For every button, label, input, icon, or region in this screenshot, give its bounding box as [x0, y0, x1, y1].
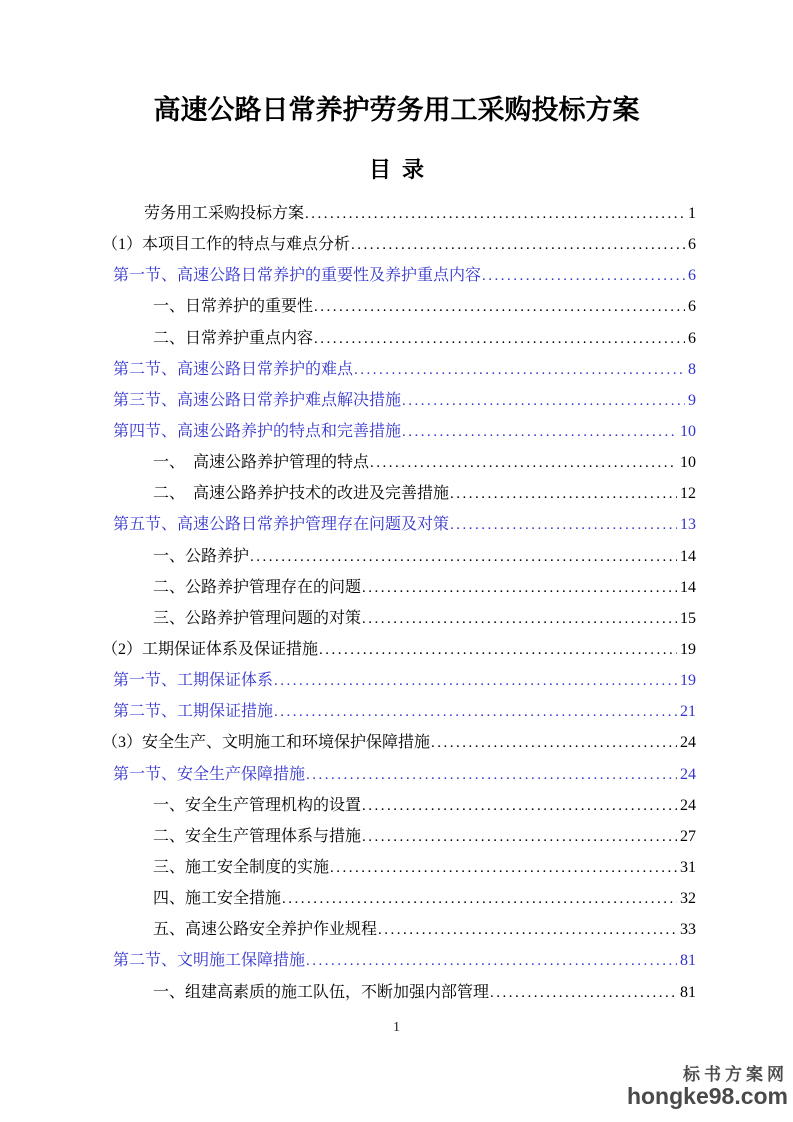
toc-entry[interactable]: [102, 945, 696, 976]
toc-entry[interactable]: [102, 541, 696, 572]
toc-entry-label: 第四节、高速公路养护的特点和完善措施: [113, 422, 402, 440]
toc-entry-label: 三、公路养护管理问题的对策: [153, 609, 362, 627]
toc-leader-dots: [362, 603, 677, 635]
toc-entry-label: 三、施工安全制度的实施: [153, 858, 330, 876]
toc-entry[interactable]: [102, 385, 696, 416]
footer-page-number: 1: [393, 1020, 400, 1035]
toc-leader-dots: [330, 852, 677, 884]
toc-entry-label: 第一节、安全生产保障措施: [113, 765, 306, 783]
toc-entry-label: 一、日常养护的重要性: [153, 298, 314, 316]
toc-entry[interactable]: [102, 696, 696, 727]
toc-leader-dots: [378, 914, 677, 946]
toc-entry[interactable]: [102, 291, 696, 322]
toc-page-number: 19: [680, 640, 696, 658]
toc-page-number: 24: [680, 765, 696, 783]
toc-page-number: 27: [680, 827, 696, 845]
toc-entry-label: 四、施工安全措施: [153, 890, 282, 908]
toc-page-number: 12: [680, 485, 696, 503]
toc-entry[interactable]: [102, 821, 696, 852]
toc-entry[interactable]: [102, 665, 696, 696]
toc-leader-dots: [450, 509, 677, 541]
toc-entry[interactable]: [102, 883, 696, 914]
toc-leader-dots: [314, 323, 685, 355]
toc-leader-dots: [362, 821, 677, 853]
toc-heading: 目 录: [368, 157, 424, 182]
toc-entry-label: （3）安全生产、文明施工和环境保护保障措施: [102, 734, 431, 752]
toc-entry-label: 第三节、高速公路日常养护难点解决措施: [113, 391, 402, 409]
toc-leader-dots: [319, 634, 677, 666]
toc-entry[interactable]: [102, 478, 696, 509]
toc-leader-dots: [282, 883, 677, 915]
watermark: [627, 1066, 788, 1108]
toc-entry[interactable]: [102, 634, 696, 665]
toc-leader-dots: [490, 977, 677, 1009]
toc-entry[interactable]: [102, 572, 696, 603]
toc-page-number: 31: [680, 858, 696, 876]
toc-leader-dots: [362, 572, 677, 604]
toc-page-number: 6: [688, 236, 696, 254]
toc-entry-label: 第一节、高速公路日常养护的重要性及养护重点内容: [113, 267, 482, 285]
toc-leader-dots: [306, 945, 677, 977]
toc-page-number: 81: [680, 983, 696, 1001]
toc-page-number: 6: [688, 329, 696, 347]
toc-leader-dots: [354, 354, 685, 386]
toc-entry-label: 二、公路养护管理存在的问题: [153, 578, 362, 596]
toc-leader-dots: [306, 759, 677, 791]
toc-entry-label: 二、 高速公路养护技术的改进及完善措施: [153, 485, 450, 503]
watermark-site-name: 标书方案网: [683, 1065, 788, 1084]
toc-leader-dots: [351, 229, 685, 261]
toc-entry-label: 五、高速公路安全养护作业规程: [153, 921, 378, 939]
toc-entry[interactable]: [102, 759, 696, 790]
toc-page-number: 33: [680, 921, 696, 939]
toc-entry[interactable]: [102, 852, 696, 883]
toc-page-number: 15: [680, 609, 696, 627]
toc-entry-label: 二、日常养护重点内容: [153, 329, 314, 347]
toc-page-number: 10: [680, 454, 696, 472]
toc-entry[interactable]: [102, 198, 696, 229]
toc-page-number: 81: [680, 952, 696, 970]
toc-page-number: 8: [688, 360, 696, 378]
toc-leader-dots: [482, 260, 685, 292]
toc-entry[interactable]: [102, 260, 696, 291]
toc-leader-dots: [274, 696, 677, 728]
toc-leader-dots: [305, 198, 685, 230]
toc-entry[interactable]: [102, 323, 696, 354]
toc-page-number: 9: [688, 391, 696, 409]
toc-page-number: 19: [680, 672, 696, 690]
toc-entry-label: 第二节、高速公路日常养护的难点: [113, 360, 354, 378]
toc-entry-label: 一、组建高素质的施工队伍，不断加强内部管理: [153, 983, 490, 1001]
toc-entry-label: 一、安全生产管理机构的设置: [153, 796, 362, 814]
toc-leader-dots: [431, 727, 677, 759]
toc-page-number: 6: [688, 298, 696, 316]
toc-page-number: 1: [688, 205, 696, 222]
toc-leader-dots: [402, 416, 677, 448]
toc-page-number: 14: [680, 578, 696, 596]
toc-entry[interactable]: [102, 509, 696, 540]
table-of-contents: [102, 198, 696, 1008]
toc-page-number: 10: [680, 422, 696, 440]
toc-entry-label: 第五节、高速公路日常养护管理存在问题及对策: [113, 516, 450, 534]
toc-entry[interactable]: [102, 416, 696, 447]
toc-entry[interactable]: [102, 790, 696, 821]
toc-entry-label: 第一节、工期保证体系: [113, 672, 274, 690]
toc-entry[interactable]: [102, 977, 696, 1008]
document-title: 高速公路日常养护劳务用工采购投标方案: [153, 95, 640, 125]
toc-entry-label: 劳务用工采购投标方案: [144, 205, 305, 222]
toc-page-number: 13: [680, 516, 696, 534]
toc-page-number: 24: [680, 734, 696, 752]
toc-entry[interactable]: [102, 603, 696, 634]
toc-page-number: 32: [680, 890, 696, 908]
toc-entry-label: 一、公路养护: [153, 547, 250, 565]
toc-entry-label: 第二节、文明施工保障措施: [113, 952, 306, 970]
toc-page-number: 14: [680, 547, 696, 565]
toc-entry-label: （2）工期保证体系及保证措施: [102, 640, 319, 658]
toc-entry[interactable]: [102, 229, 696, 260]
toc-page-number: 21: [680, 703, 696, 721]
toc-entry-label: 第二节、工期保证措施: [113, 703, 274, 721]
toc-page-number: 24: [680, 796, 696, 814]
toc-leader-dots: [362, 790, 677, 822]
toc-leader-dots: [314, 291, 685, 323]
watermark-site-url: hongke98.com: [626, 1083, 788, 1109]
toc-page-number: 6: [688, 267, 696, 285]
toc-entry[interactable]: [102, 727, 696, 758]
toc-entry[interactable]: [102, 447, 696, 478]
toc-leader-dots: [274, 665, 677, 697]
toc-leader-dots: [450, 478, 677, 510]
toc-entry[interactable]: [102, 354, 696, 385]
toc-entry-label: 二、安全生产管理体系与措施: [153, 827, 362, 845]
toc-leader-dots: [370, 447, 677, 479]
toc-leader-dots: [250, 541, 677, 573]
toc-entry-label: （1）本项目工作的特点与难点分析: [102, 236, 351, 254]
toc-entry[interactable]: [102, 914, 696, 945]
toc-leader-dots: [402, 385, 685, 417]
toc-entry-label: 一、 高速公路养护管理的特点: [153, 454, 370, 472]
